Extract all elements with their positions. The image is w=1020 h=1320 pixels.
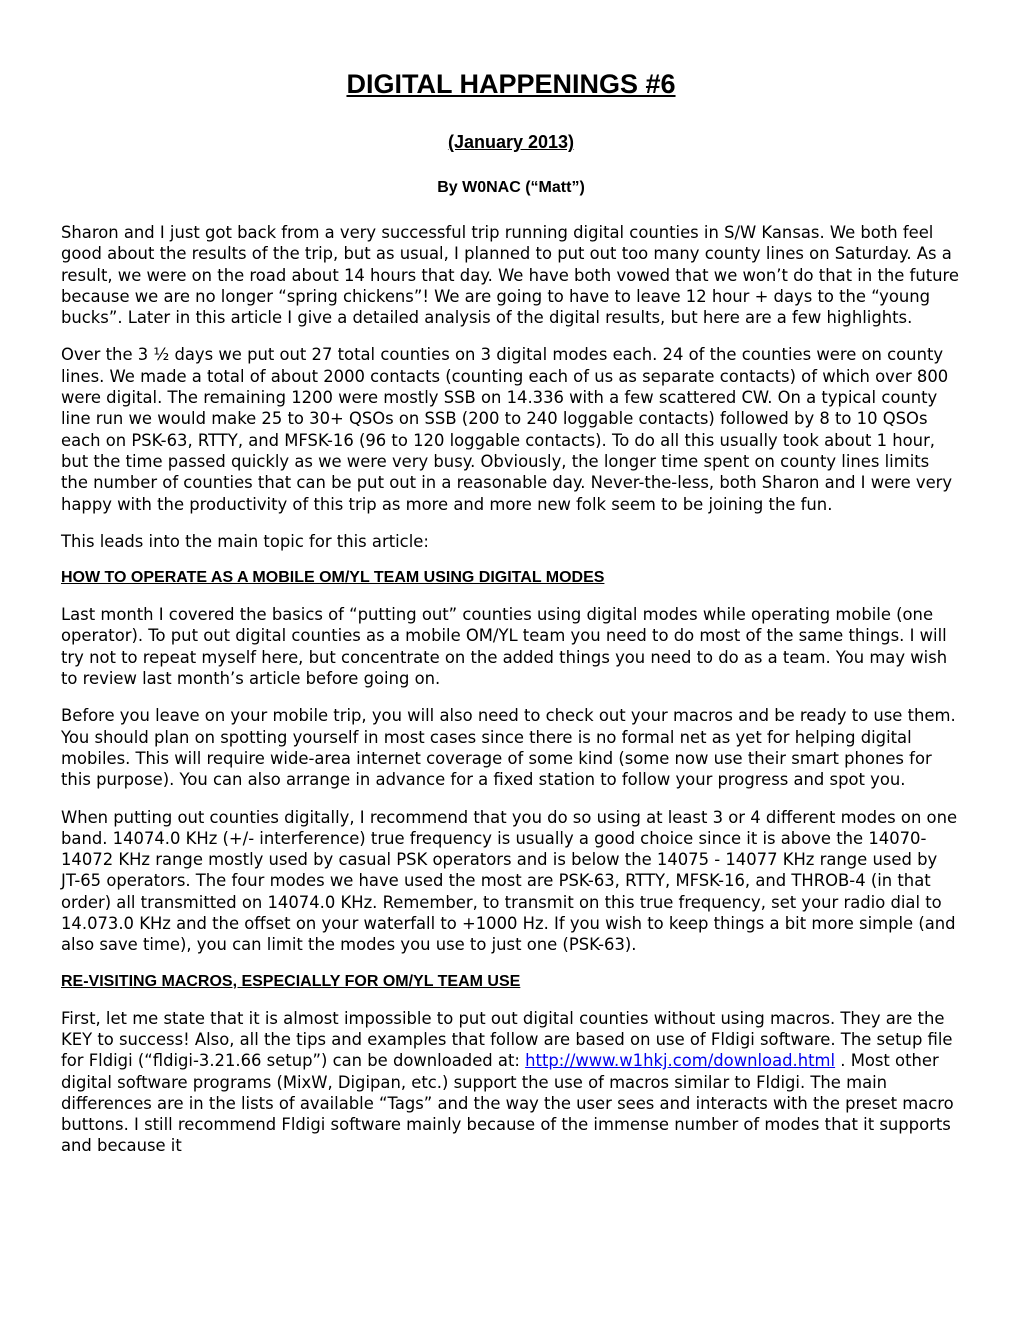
fldigi-download-link[interactable]: http://www.w1hkj.com/download.html <box>525 1051 836 1071</box>
paragraph-macros-intro <box>61 1008 961 1157</box>
article-body <box>61 222 961 1173</box>
section-heading-macros: RE-VISITING MACROS, ESPECIALLY FOR OM/YL TEAM USE <box>61 972 521 990</box>
macros-text-after-link: . Most other digital software programs (MixW, Digipan, etc.) support the use of macros similar to Fldigi. The main differences are in the lists of available “Tags” and the way the user sees and interacts with the preset macro buttons. I still recommend Fldigi software mainly because of the immense number of modes that it supports and because it <box>61 1051 954 1156</box>
document-date: (January 2013) <box>447 132 575 152</box>
paragraph-team-basics: Last month I covered the basics of “putting out” counties using digital modes while operating mobile (one operator). To put out digital counties as a mobile OM/YL team you need to do most of the same things. I will try not to repeat myself here, but concentrate on the added things you need to do as a team. You may wish to review last month’s article before going on. <box>61 605 948 689</box>
paragraph-topic-intro: This leads into the main topic for this article: <box>61 531 429 551</box>
paragraph-modes-frequency: When putting out counties digitally, I recommend that you do so using at least 3 or 4 different modes on one band. 14074.0 KHz (+/- interference) true frequency is usually a good choice since it is above the 14070-14072 KHz range mostly used by casual PSK operators and is below the 14075 - 14077 KHz range used by JT-65 operators. The four modes we have used the most are PSK-63, RTTY, MFSK-16, and THROB-4 (in that order) all transmitted on 14074.0 KHz. Remember, to transmit on this true frequency, set your radio dial to 14.073.0 KHz and the offset on your waterfall to +1000 Hz. If you wish to keep things a bit more simple (and also save time), you can limit the modes you use to just one (PSK-63). <box>61 807 958 955</box>
section-heading-team-operation: HOW TO OPERATE AS A MOBILE OM/YL TEAM USING DIGITAL MODES <box>61 569 605 587</box>
paragraph-trip-preparation: Before you leave on your mobile trip, you will also need to check out your macros and be ready to use them. You should plan on spotting yourself in most cases since there is no formal net as yet for helping digital mobiles. This will require wide-area internet coverage of some kind (some now use their smart phones for this purpose). You can also arrange in advance for a fixed station to follow your progress and spot you. <box>61 706 956 790</box>
macros-text-before-link: First, let me state that it is almost impossible to put out digital counties without using macros. They are the KEY to success! Also, all the tips and examples that follow are based on use of Fldigi software. The setup file for Fldigi (“fldigi-3.21.66 setup”) can be downloaded at: <box>61 1008 953 1071</box>
author-byline: By W0NAC (“Matt”) <box>437 179 585 196</box>
paragraph-trip-summary: Sharon and I just got back from a very successful trip running digital counties in S/W Kansas. We both feel good about the results of the trip, but as usual, I planned to put out too many county lines on Saturday. As a result, we were on the road about 14 hours that day. We have both vowed that we won’t do that in the future because we are no longer “spring chickens”! We are going to have to leave 12 hour + days to the “young bucks”. Later in this article I give a detailed analysis of the digital results, but here are a few highlights. <box>61 223 959 328</box>
document-title: DIGITAL HAPPENINGS #6 <box>346 69 676 99</box>
paragraph-trip-stats: Over the 3 ½ days we put out 27 total counties on 3 digital modes each. 24 of the counties were on county lines. We made a total of about 2000 contacts (counting each of us as separate contacts) of which over 800 were digital. The remaining 1200 were mostly SSB on 14.336 with a few scattered CW. On a typical county line run we would make 25 to 30+ QSOs on SSB (200 to 240 loggable contacts) followed by 8 to 10 QSOs each on PSK-63, RTTY, and MFSK-16 (96 to 120 loggable contacts). To do all this usually took about 1 hour, but the time passed quickly as we were very busy. Obviously, the longer time spent on county lines limits the number of counties that can be put out in a reasonable day. Never-the-less, both Sharon and I were very happy with the productivity of this trip as more and more new folk seem to be joining the fun. <box>61 345 953 514</box>
